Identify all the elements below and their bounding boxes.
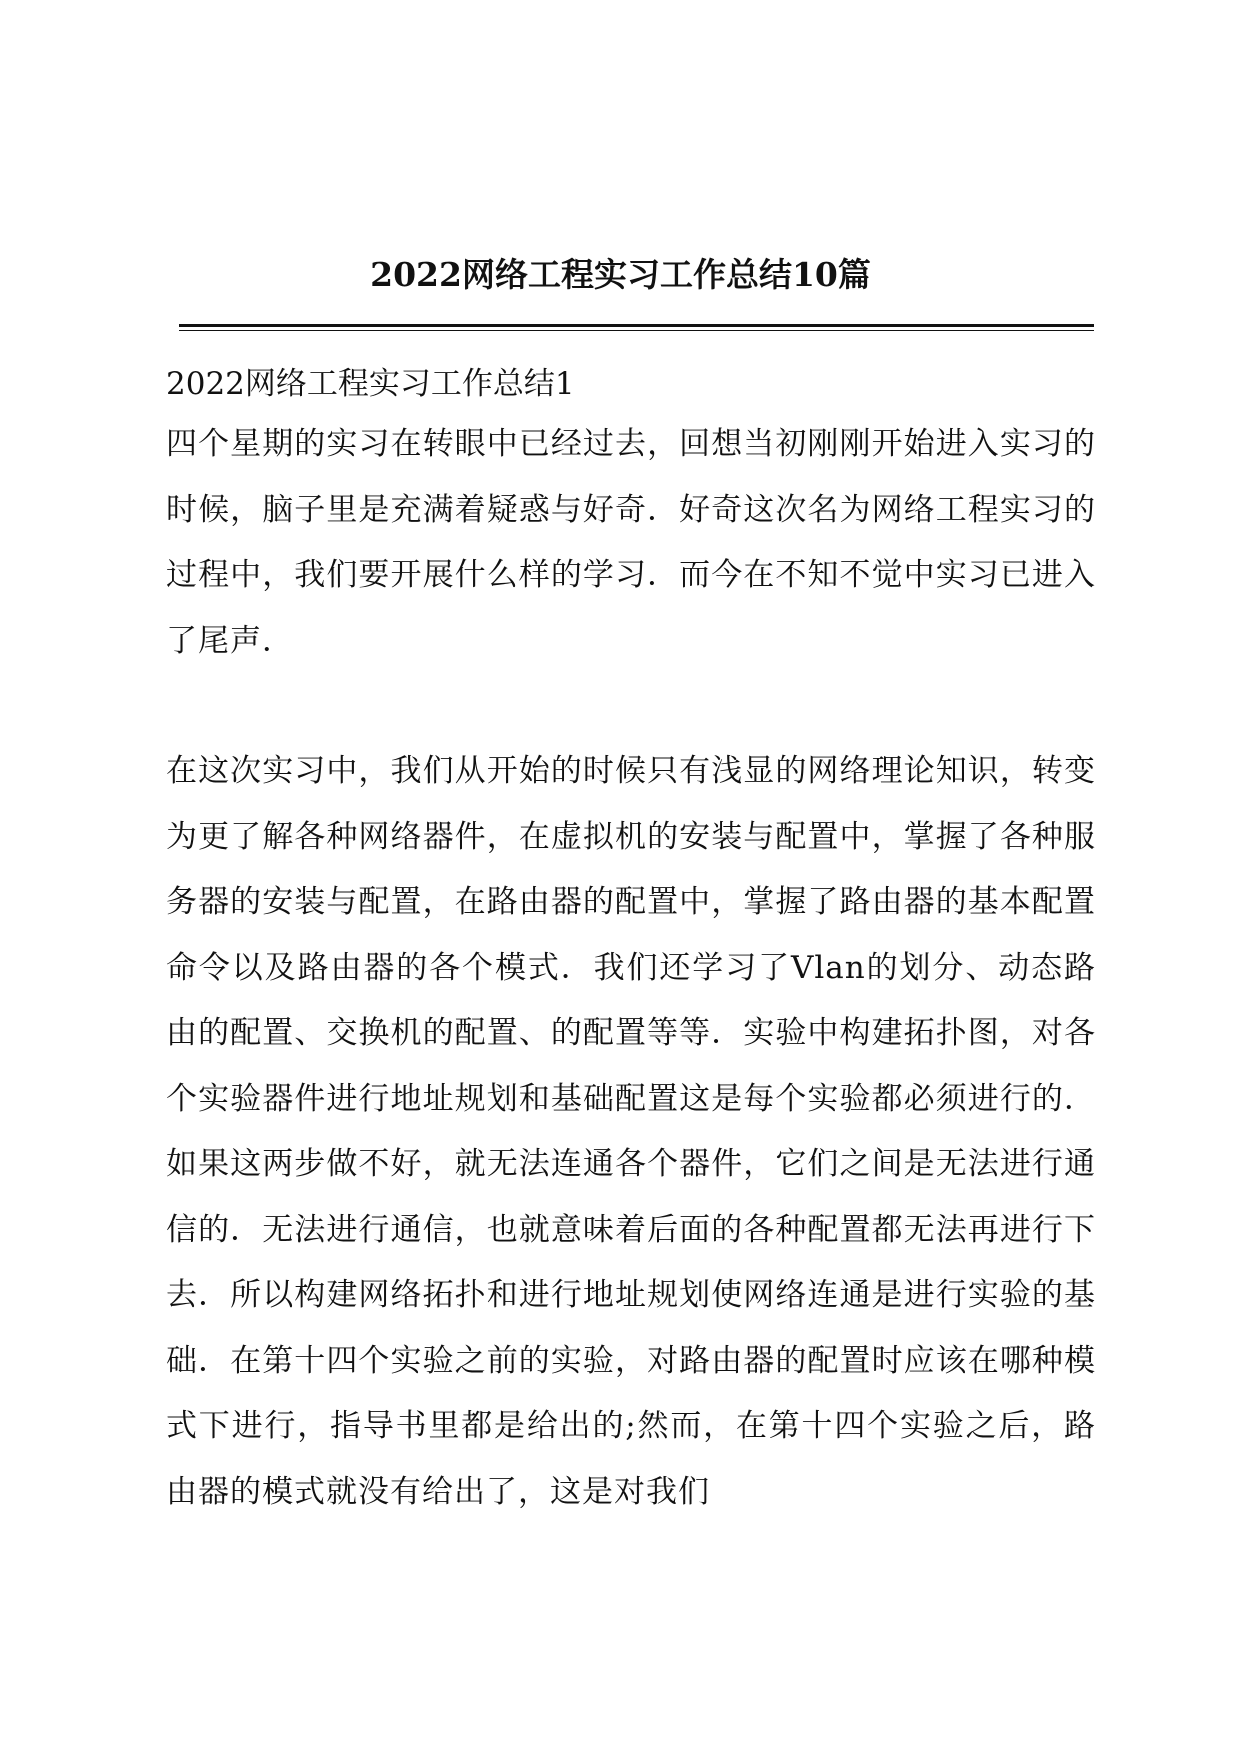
paragraph-intro: 四个星期的实习在转眼中已经过去，回想当初刚刚开始进入实习的时候，脑子里是充满着疑惑与好奇．好奇这次名为网络工程实习的过程中，我们要开展什么样的学习．而今在不知不觉中实习已进入了尾声． [166,426,1096,659]
section-heading: 2022网络工程实习工作总结1 [166,366,575,402]
paragraph-main: 在这次实习中，我们从开始的时候只有浅显的网络理论知识，转变为更了解各种网络器件，在虚拟机的安装与配置中，掌握了各种服务器的安装与配置，在路由器的配置中，掌握了路由器的基本配置命令以及路由器的各个模式．我们还学习了Vlan的划分、动态路由的配置、交换机的配置、的配置等等．实验中构建拓扑图，对各个实验器件进行地址规划和基础配置这是每个实验都必须进行的．如果这两步做不好，就无法连通各个器件，它们之间是无法进行通信的．无法进行通信，也就意味着后面的各种配置都无法再进行下去．所以构建网络拓扑和进行地址规划使网络连通是进行实验的基础．在第十四个实验之前的实验，对路由器的配置时应该在哪种模式下进行，指导书里都是给出的;然而，在第十四个实验之后，路由器的模式就没有给出了，这是对我们 [166,753,1096,1510]
document-body [166,362,1096,1525]
title-divider-thin [179,330,1094,331]
title-divider-thick [179,324,1094,327]
document-title: 2022网络工程实习工作总结10篇 [370,255,871,294]
